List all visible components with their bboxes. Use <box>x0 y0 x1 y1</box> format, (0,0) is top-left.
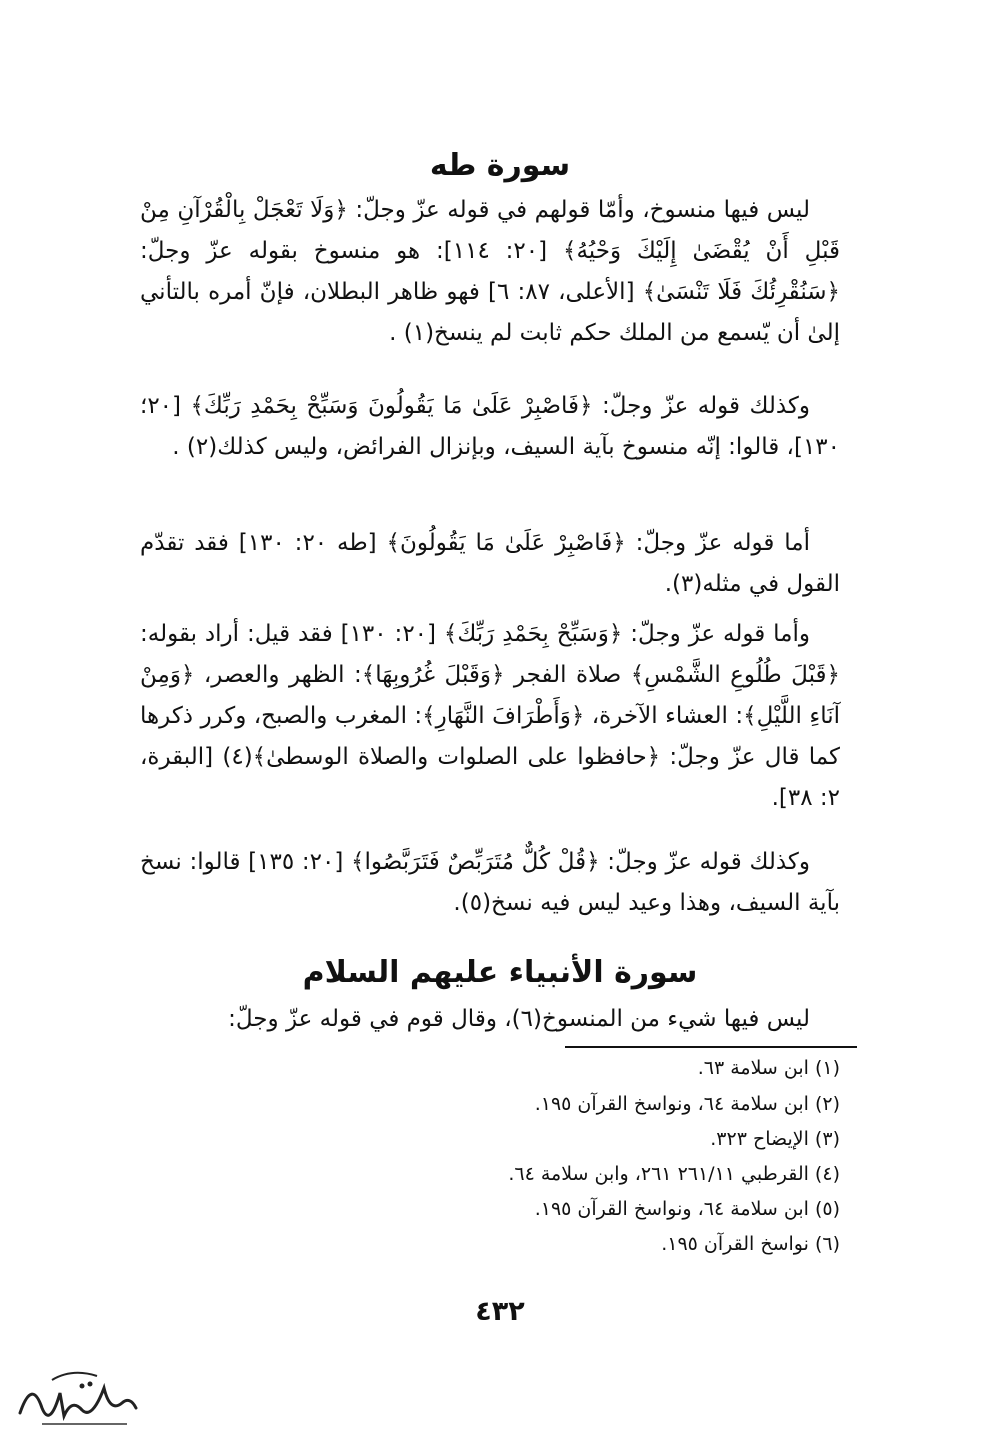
paragraph-3 <box>140 523 840 605</box>
footnote-3: (٣) الإيضاح ٣٢٣. <box>710 1128 840 1150</box>
footnote-1: (١) ابن سلامة ٦٣. <box>697 1057 840 1079</box>
footnote-5: (٥) ابن سلامة ٦٤، ونواسخ القرآن ١٩٥. <box>534 1198 840 1220</box>
footnote-6: (٦) نواسخ القرآن ١٩٥. <box>661 1233 840 1255</box>
footnote-2: (٢) ابن سلامة ٦٤، ونواسخ القرآن ١٩٥. <box>534 1093 840 1115</box>
surah-title-taha: سورة طه <box>429 148 571 183</box>
paragraph-6-text: ليس فيها شيء من المنسوخ(٦)، وقال قوم في قوله عزّ وجلّ: <box>228 1006 810 1032</box>
paragraph-3-text: أما قوله عزّ وجلّ: ﴿فَاصْبِرْ عَلَىٰ مَا يَقُولُونَ﴾ [طه ٢٠: ١٣٠] فقد تقدّم القول في مثله(٣). <box>140 530 840 597</box>
paragraph-6 <box>140 999 840 1040</box>
paragraph-1-text: ليس فيها منسوخ، وأمّا قولهم في قوله عزّ وجلّ: ﴿وَلَا تَعْجَلْ بِالْقُرْآنِ مِنْ قَبْلِ أَنْ يُقْضَىٰ إِلَيْكَ وَحْيُهُ﴾ [٢٠: ١١٤]: هو منسوخ بقوله عزّ وجلّ: ﴿سَنُقْرِئُكَ فَلَا تَنْسَىٰ﴾ [الأعلى، ٨٧: ٦] فهو ظاهر البطلان، فإنّ أمره بالتأني إلىٰ أن يّسمع من الملك حكم ثابت لم ينسخ(١) . <box>140 197 841 346</box>
paragraph-2-text: وكذلك قوله عزّ وجلّ: ﴿فَاصْبِرْ عَلَىٰ مَا يَقُولُونَ وَسَبِّحْ بِحَمْدِ رَبِّكَ﴾ [٢٠؛ ١٣٠]، قالوا: إنّه منسوخ بآية السيف، وبإنزال الفرائض، وليس كذلك(٢) . <box>140 393 840 460</box>
library-stamp-logo <box>12 1358 142 1433</box>
footnote-separator <box>565 1046 857 1048</box>
footnote-4: (٤) القرطبي ٢٦١/١١ ٢٦١، وابن سلامة ٦٤. <box>508 1163 840 1185</box>
paragraph-5-text: وكذلك قوله عزّ وجلّ: ﴿قُلْ كُلٌّ مُتَرَبِّصٌ فَتَرَبَّصُوا﴾ [٢٠: ١٣٥] قالوا: نسخ بآية السيف، وهذا وعيد ليس فيه نسخ(٥). <box>140 849 840 916</box>
surah-title-anbiya: سورة الأنبياء عليهم السلام <box>302 955 698 990</box>
paragraph-2 <box>140 386 840 468</box>
paragraph-1 <box>140 190 840 354</box>
paragraph-5 <box>140 842 840 924</box>
page-number: ٤٣٢ <box>475 1296 525 1327</box>
paragraph-4 <box>140 614 840 819</box>
paragraph-4-text: وأما قوله عزّ وجلّ: ﴿وَسَبِّحْ بِحَمْدِ رَبِّكَ﴾ [٢٠: ١٣٠] فقد قيل: أراد بقوله: ﴿قَبْلَ طُلُوعِ الشَّمْسِ﴾ صلاة الفجر ﴿وَقَبْلَ غُرُوبِهَا﴾: الظهر والعصر، ﴿وَمِنْ آنَاءِ اللَّيْلِ﴾: العشاء الآخرة، ﴿وَأَطْرَافَ النَّهَارِ﴾: المغرب والصبح، وكرر ذكرها كما قال عزّ وجلّ: ﴿حافظوا على الصلوات والصلاة الوسطىٰ﴾(٤) [البقرة، ٢: ٣٨]. <box>140 621 840 811</box>
